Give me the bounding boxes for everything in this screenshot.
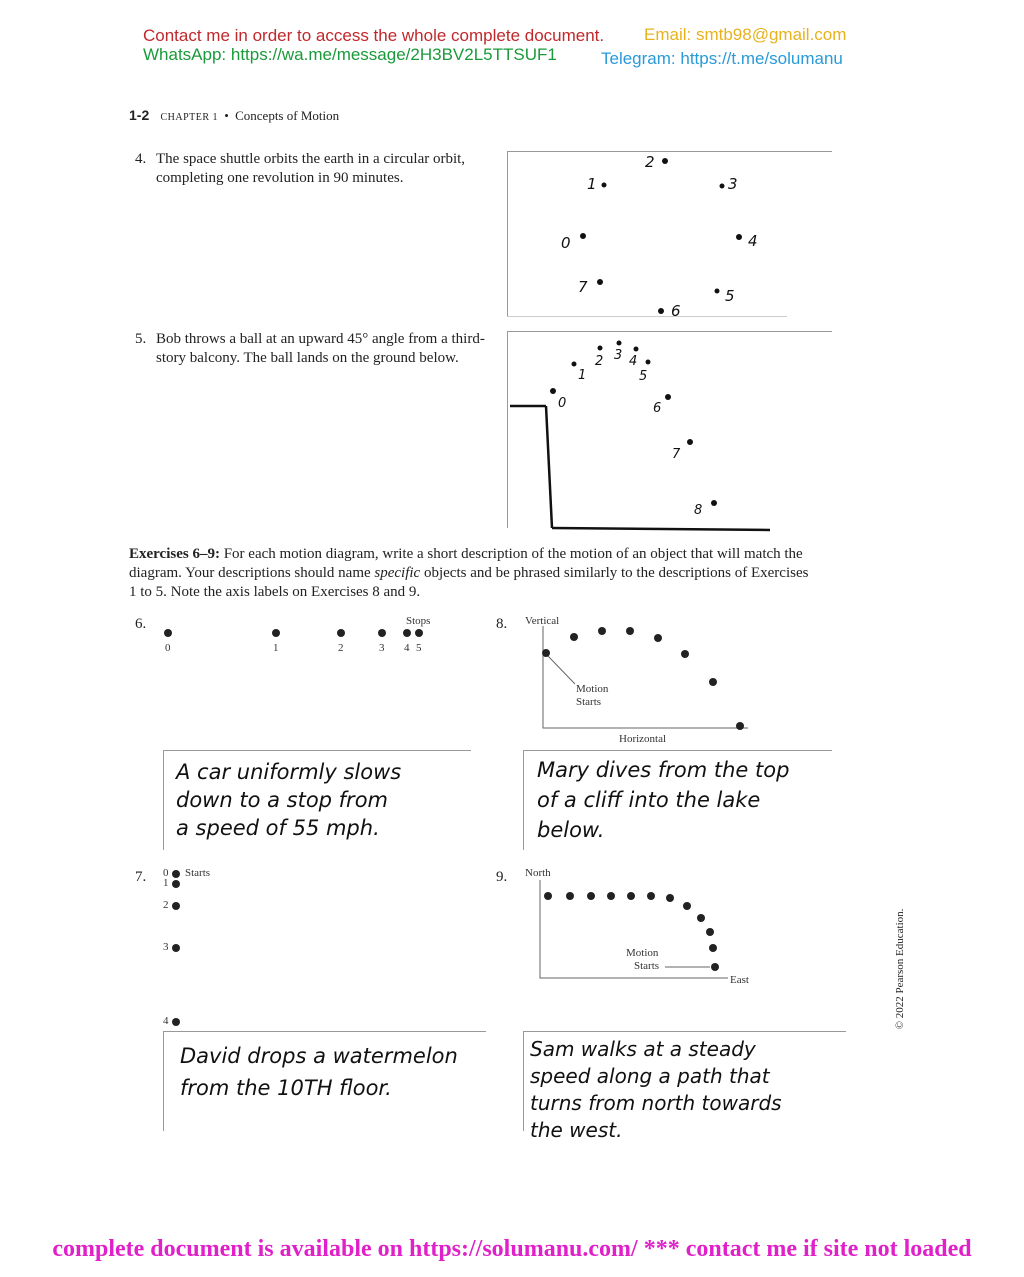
ex9-dot-10 [566, 892, 574, 900]
ex9-starts-label: Starts [634, 960, 660, 972]
q4-dot-5 [715, 289, 720, 294]
ex7-tick-4: 4 [163, 1015, 169, 1027]
ex8-diagram [530, 626, 760, 736]
q4-dot-3 [720, 184, 725, 189]
q4-label-0: 0 [561, 234, 571, 252]
telegram-link[interactable]: Telegram: https://t.me/solumanu [601, 49, 843, 68]
ex9-answer-line-4: the west. [530, 1118, 623, 1142]
ex9-east-label: East [730, 974, 749, 986]
q4-label-7: 7 [578, 278, 588, 296]
ex9-dot-8 [607, 892, 615, 900]
ex8-dot-7 [736, 722, 744, 730]
ex6-answer [176, 758, 401, 842]
ex9-dot-9 [587, 892, 595, 900]
ex7-number: 7. [135, 869, 147, 885]
ex8-number: 8. [496, 616, 508, 632]
q5-ground [552, 528, 770, 530]
q5-label-3: 3 [614, 348, 623, 363]
ex9-answer [530, 1036, 782, 1144]
q4-dot-1 [602, 183, 607, 188]
ex9-motion-label: Motion [626, 947, 659, 959]
q5-dot-2 [598, 346, 603, 351]
ex7-dot-2 [172, 902, 180, 910]
page-number: 1-2 [129, 107, 150, 123]
footer-promo[interactable]: complete document is available on https://solumanu.com/ *** contact me if site not loaded [52, 1236, 972, 1262]
q4-label-6: 6 [671, 302, 681, 318]
ex7-answer-line-1: David drops a watermelon [180, 1044, 458, 1068]
intro-emph: specific [374, 565, 421, 581]
q5-label-5: 5 [639, 369, 648, 384]
ex8-answer-left [523, 750, 524, 850]
ex8-dot-3 [626, 627, 634, 635]
ex6-answer-top [163, 750, 471, 751]
contact-text: Contact me in order to access the whole complete document. [143, 26, 605, 45]
q4-number: 4. [135, 151, 147, 167]
q5-trajectory-diagram [508, 332, 832, 532]
ex9-dot-3 [697, 914, 705, 922]
q5-label-7: 7 [672, 447, 681, 462]
ex6-dot-1 [272, 629, 280, 637]
page-header [129, 107, 339, 124]
q5-text: Bob throws a ball at an upward 45° angle from a third-story balcony. The ball lands on the ground below. [156, 331, 485, 366]
q4-dot-0 [580, 233, 586, 239]
q5-label-1: 1 [578, 368, 587, 383]
ex8-dot-1 [570, 633, 578, 641]
q4-orbit-diagram [508, 152, 832, 318]
ex7-tick-3: 3 [163, 941, 169, 953]
ex8-horizontal-label: Horizontal [619, 733, 667, 745]
ex9-number: 9. [496, 869, 508, 885]
ex6-dot-2 [337, 629, 345, 637]
ex7-answer-left [163, 1031, 164, 1131]
chapter-title: Concepts of Motion [235, 108, 340, 123]
ex8-starts-label: Starts [576, 696, 602, 708]
ex6-dot-0 [164, 629, 172, 637]
q5-label-8: 8 [694, 503, 703, 518]
q5-dot-0 [550, 388, 556, 394]
intro-text-a: For each motion diagram, write a short description of the motion of an object that will match the diagram. Your descriptions should name [129, 546, 803, 581]
ex8-dot-6 [709, 678, 717, 686]
q5-dot-4 [634, 347, 639, 352]
q5-label-6: 6 [653, 401, 662, 416]
ex6-dot-4 [403, 629, 411, 637]
ex9-dot-0 [711, 963, 719, 971]
ex7-starts-label: Starts [185, 867, 211, 879]
ex6-number: 6. [135, 616, 147, 632]
q4-dot-7 [597, 279, 603, 285]
q5-label-4: 4 [629, 354, 638, 369]
ex8-pointer-line [548, 656, 575, 684]
ex9-dot-11 [544, 892, 552, 900]
ex7-answer-line-2: from the 10TH floor. [180, 1076, 392, 1100]
ex8-answer [537, 755, 789, 845]
ex8-dot-5 [681, 650, 689, 658]
ex8-answer-top [523, 750, 832, 751]
ex6-answer-left [163, 750, 164, 850]
ex9-north-label: North [525, 867, 551, 879]
copyright-text: © 2022 Pearson Education. [894, 908, 906, 1030]
ex9-answer-left [523, 1031, 524, 1131]
ex6-answer-line-1: A car uniformly slows [176, 760, 402, 784]
ex8-answer-line-1: Mary dives from the top [537, 758, 790, 782]
intro-bold: Exercises 6–9: [129, 546, 220, 562]
ex9-answer-line-2: speed along a path that [530, 1064, 770, 1088]
ex6-dot-5 [415, 629, 423, 637]
ex7-tick-2: 2 [163, 899, 169, 911]
ex8-dot-4 [654, 634, 662, 642]
ex7-answer-top [163, 1031, 486, 1032]
ex9-diagram [530, 880, 730, 984]
q4-label-5: 5 [725, 287, 735, 305]
ex6-tick-2: 2 [338, 642, 344, 654]
ex8-vertical-label: Vertical [525, 615, 560, 627]
q5-dot-8 [711, 500, 717, 506]
ex9-dot-6 [647, 892, 655, 900]
q4-label-1: 1 [587, 175, 597, 193]
q4-label-4: 4 [748, 232, 758, 250]
ex6-tick-3: 3 [379, 642, 385, 654]
q4-text: The space shuttle orbits the earth in a circular orbit, completing one revolution in 90 minutes. [156, 151, 466, 186]
q5-building-wall [546, 406, 552, 528]
q4-dot-2 [662, 158, 668, 164]
q5-number: 5. [135, 331, 147, 347]
ex6-tick-4: 4 [404, 642, 410, 654]
ex9-dot-2 [706, 928, 714, 936]
ex7-tick-1: 1 [163, 877, 169, 889]
intro-text-b: objects and be phrased similarly to the descriptions of Exercises 1 to 5. Note the axis labels on Exercises 8 and 9. [129, 565, 809, 600]
q5-dot-1 [572, 362, 577, 367]
ex8-answer-line-3: below. [537, 818, 605, 842]
ex9-answer-line-1: Sam walks at a steady [530, 1037, 756, 1061]
exercises-intro [129, 545, 809, 602]
ex9-dot-4 [683, 902, 691, 910]
q5-label-2: 2 [595, 354, 604, 369]
q5-dot-6 [665, 394, 671, 400]
ex6-answer-line-3: a speed of 55 mph. [176, 816, 380, 840]
q5-dot-7 [687, 439, 693, 445]
ex8-dot-2 [598, 627, 606, 635]
q4-dot-4 [736, 234, 742, 240]
ex6-dot-3 [378, 629, 386, 637]
ex8-answer-line-2: of a cliff into the lake [537, 788, 761, 812]
q4-label-2: 2 [645, 153, 655, 171]
ex8-dot-0 [542, 649, 550, 657]
whatsapp-link[interactable]: WhatsApp: https://wa.me/message/2H3BV2L5TTSUF1 [143, 45, 557, 64]
ex7-answer [180, 1040, 458, 1104]
ex9-answer-top [523, 1031, 846, 1032]
ex6-tick-5: 5 [416, 642, 422, 654]
ex7-dot-0 [172, 870, 180, 878]
q5-dot-5 [646, 360, 651, 365]
ex9-dot-7 [627, 892, 635, 900]
q4-label-3: 3 [728, 175, 738, 193]
ex9-dot-5 [666, 894, 674, 902]
ex9-answer-line-3: turns from north towards [530, 1091, 782, 1115]
email-text: Email: smtb98@gmail.com [644, 25, 847, 44]
ex7-tick-0: 0 [163, 867, 169, 879]
ex6-tick-1: 1 [273, 642, 279, 654]
chapter-label: CHAPTER 1 [160, 112, 219, 123]
ex6-answer-line-2: down to a stop from [176, 788, 388, 812]
ex7-dot-4 [172, 1018, 180, 1026]
ex9-dot-1 [709, 944, 717, 952]
header-bullet: • [224, 108, 229, 123]
ex8-axes [543, 626, 748, 728]
ex7-dot-1 [172, 880, 180, 888]
ex8-motion-label: Motion [576, 683, 609, 695]
q4-dot-6 [658, 308, 664, 314]
q5-dot-3 [617, 341, 622, 346]
ex6-tick-0: 0 [165, 642, 171, 654]
q5-label-0: 0 [558, 396, 567, 411]
ex7-dot-3 [172, 944, 180, 952]
ex6-stops-label: Stops [406, 615, 431, 627]
